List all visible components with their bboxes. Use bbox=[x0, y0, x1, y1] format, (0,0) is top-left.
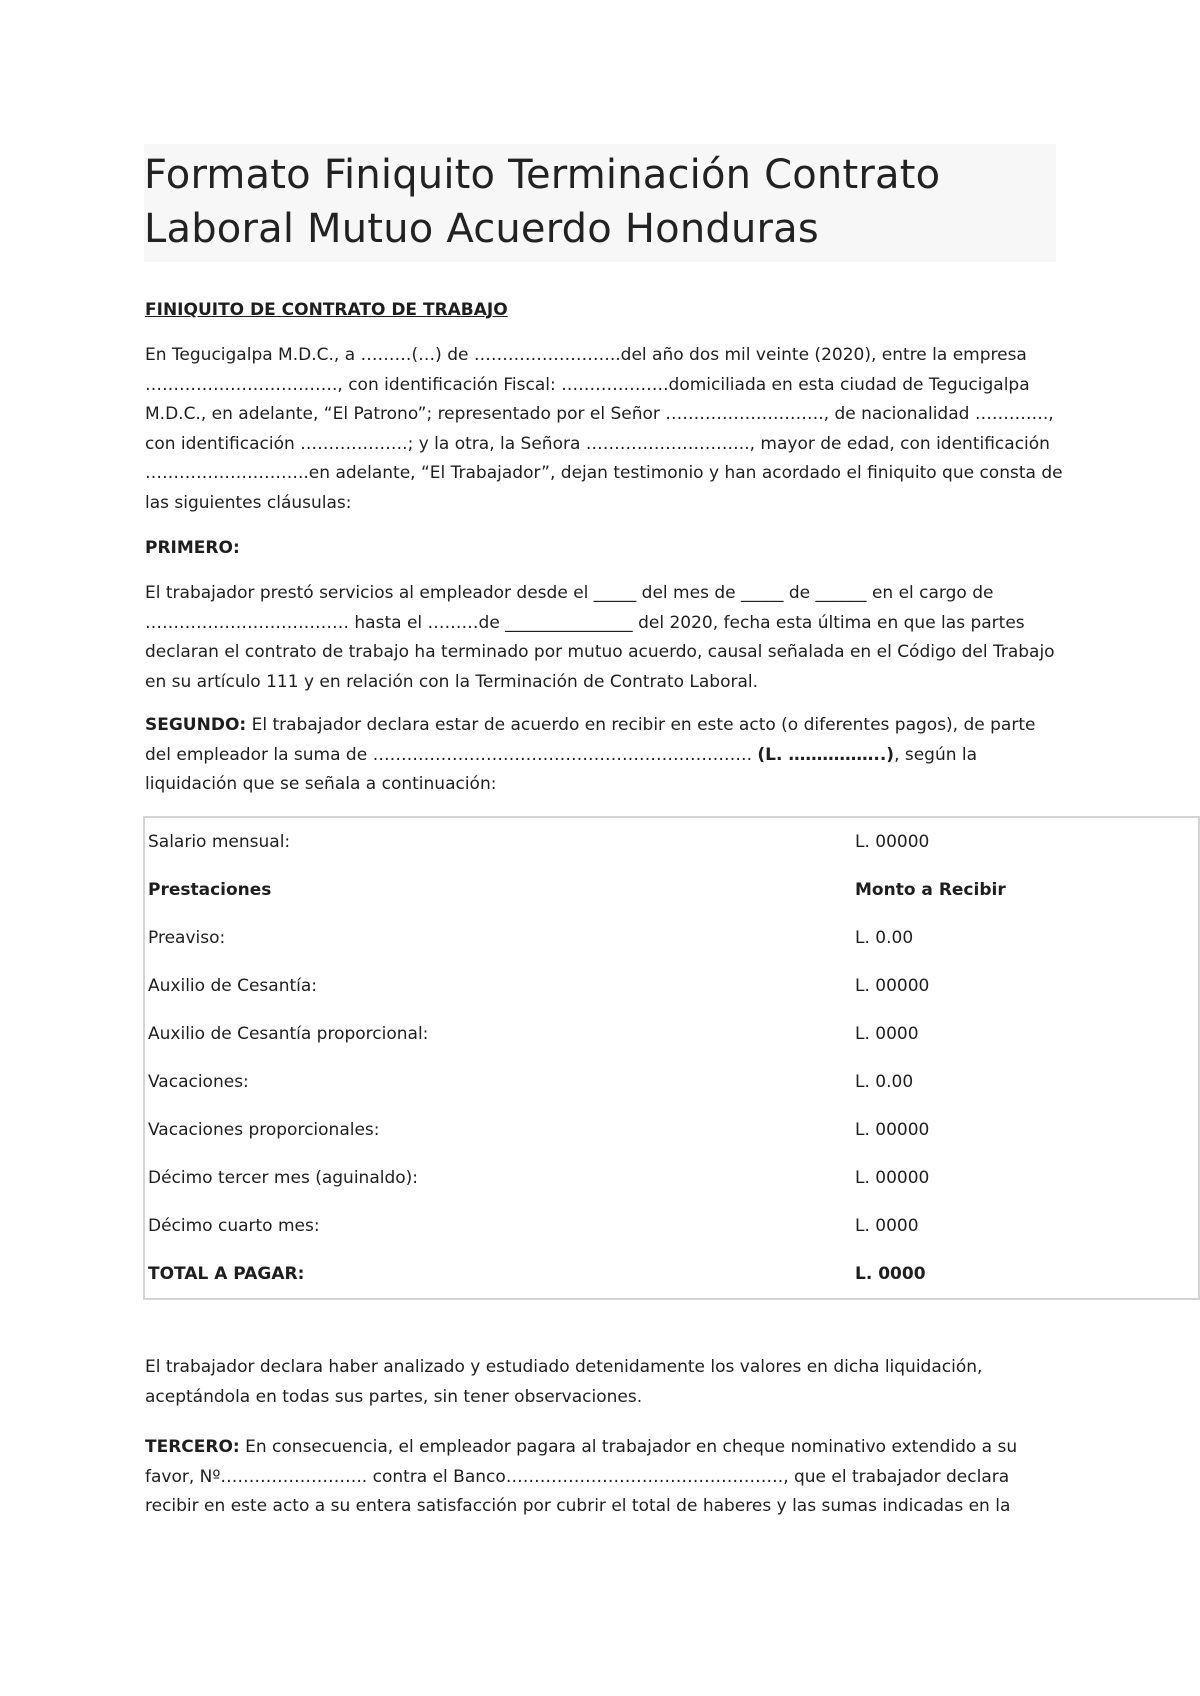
segundo-text-a: El trabajador declara estar de acuerdo en recibir en este acto (o diferentes pagos), de parte del empleador la suma de …………………………………………………………. bbox=[145, 715, 1036, 765]
intro-block bbox=[145, 341, 1065, 518]
liquidation-table-body bbox=[144, 817, 1199, 1299]
row-amount: L. 00000 bbox=[855, 1168, 930, 1188]
row-label: Salario mensual: bbox=[148, 832, 291, 852]
primero-heading: PRIMERO: bbox=[145, 538, 240, 558]
table-row bbox=[144, 1154, 1199, 1202]
row-amount: Monto a Recibir bbox=[855, 880, 1006, 900]
row-label: Preaviso: bbox=[148, 928, 226, 948]
title-block bbox=[144, 144, 1056, 262]
segundo-heading: SEGUNDO: bbox=[145, 715, 247, 735]
tercero-heading: TERCERO: bbox=[145, 1437, 240, 1457]
row-amount: L. 0000 bbox=[855, 1216, 919, 1236]
intro-paragraph: En Tegucigalpa M.D.C., a ………(…) de ……………………..del año dos mil veinte (2020), entre la empresa ……………………………., con identificación Fiscal: ……………….domiciliada en esta ciudad de Tegucigalpa M.D.C., en adelante, “El Patrono”; representado por el Señor ………………………., de nacionalidad …………., con identificación ……………….; y la otra, la Señora ……………………….., mayor de edad, con identificación ………………………..en adelante, “El Trabajador”, dejan testimonio y han acordado el finiquito que consta de las siguientes cláusulas: bbox=[145, 345, 1063, 513]
row-label: Décimo tercer mes (aguinaldo): bbox=[148, 1168, 419, 1188]
primero-block bbox=[145, 579, 1065, 697]
doc-heading-block bbox=[145, 296, 1065, 326]
table-row bbox=[144, 1058, 1199, 1106]
row-amount: L. 0.00 bbox=[855, 928, 914, 948]
primero-paragraph: El trabajador prestó servicios al empleador desde el _____ del mes de _____ de ______ en el cargo de ……………………………… hasta el ………de _______________ del 2020, fecha esta última en que las partes declaran el contrato de trabajo ha terminado por mutuo acuerdo, causal señalada en el Código del Trabajo en su artículo 111 y en relación con la Terminación de Contrato Laboral. bbox=[145, 583, 1055, 692]
row-label: TOTAL A PAGAR: bbox=[148, 1264, 305, 1284]
declaration-block bbox=[145, 1353, 1065, 1412]
row-amount: L. 0.00 bbox=[855, 1072, 914, 1092]
tercero-paragraph bbox=[145, 1433, 1065, 1522]
row-amount: L. 00000 bbox=[855, 976, 930, 996]
segundo-amount: (L. ……………..) bbox=[757, 744, 895, 765]
table-row bbox=[144, 914, 1199, 962]
row-label: Décimo cuarto mes: bbox=[148, 1216, 320, 1236]
row-label: Auxilio de Cesantía: bbox=[148, 976, 318, 996]
table-row bbox=[144, 1106, 1199, 1154]
row-label: Vacaciones: bbox=[148, 1072, 249, 1092]
row-amount: L. 0000 bbox=[855, 1024, 919, 1044]
row-label: Auxilio de Cesantía proporcional: bbox=[148, 1024, 429, 1044]
segundo-paragraph bbox=[145, 711, 1065, 800]
table-row bbox=[144, 962, 1199, 1010]
document-title: Formato Finiquito Terminación Contrato Laboral Mutuo Acuerdo Honduras bbox=[144, 152, 941, 252]
declaration-paragraph: El trabajador declara haber analizado y estudiado detenidamente los valores en dicha liquidación, aceptándola en todas sus partes, sin tener observaciones. bbox=[145, 1357, 983, 1407]
doc-heading: FINIQUITO DE CONTRATO DE TRABAJO bbox=[145, 300, 508, 320]
row-label: Vacaciones proporcionales: bbox=[148, 1120, 380, 1140]
row-amount: L. 00000 bbox=[855, 832, 930, 852]
row-amount: L. 0000 bbox=[855, 1264, 926, 1284]
table-row bbox=[144, 866, 1199, 914]
primero-heading-block bbox=[145, 534, 1065, 564]
row-amount: L. 00000 bbox=[855, 1120, 930, 1140]
segundo-text-b: , según la liquidación que se señala a continuación: bbox=[145, 744, 978, 794]
segundo-block bbox=[145, 711, 1065, 800]
row-label: Prestaciones bbox=[148, 880, 272, 900]
table-row bbox=[144, 1010, 1199, 1058]
table-row bbox=[144, 817, 1199, 866]
tercero-block bbox=[145, 1433, 1065, 1522]
table-row bbox=[144, 1202, 1199, 1250]
table-row bbox=[144, 1250, 1199, 1299]
liquidation-table bbox=[143, 816, 1200, 1300]
tercero-text: En consecuencia, el empleador pagara al trabajador en cheque nominativo extendido a su favor, Nº…………………….. contra el Banco…………………………………………., que el trabajador declara recibir en este acto a su entera satisfacción por cubrir el total de haberes y las sumas indicadas en la bbox=[145, 1437, 1018, 1516]
